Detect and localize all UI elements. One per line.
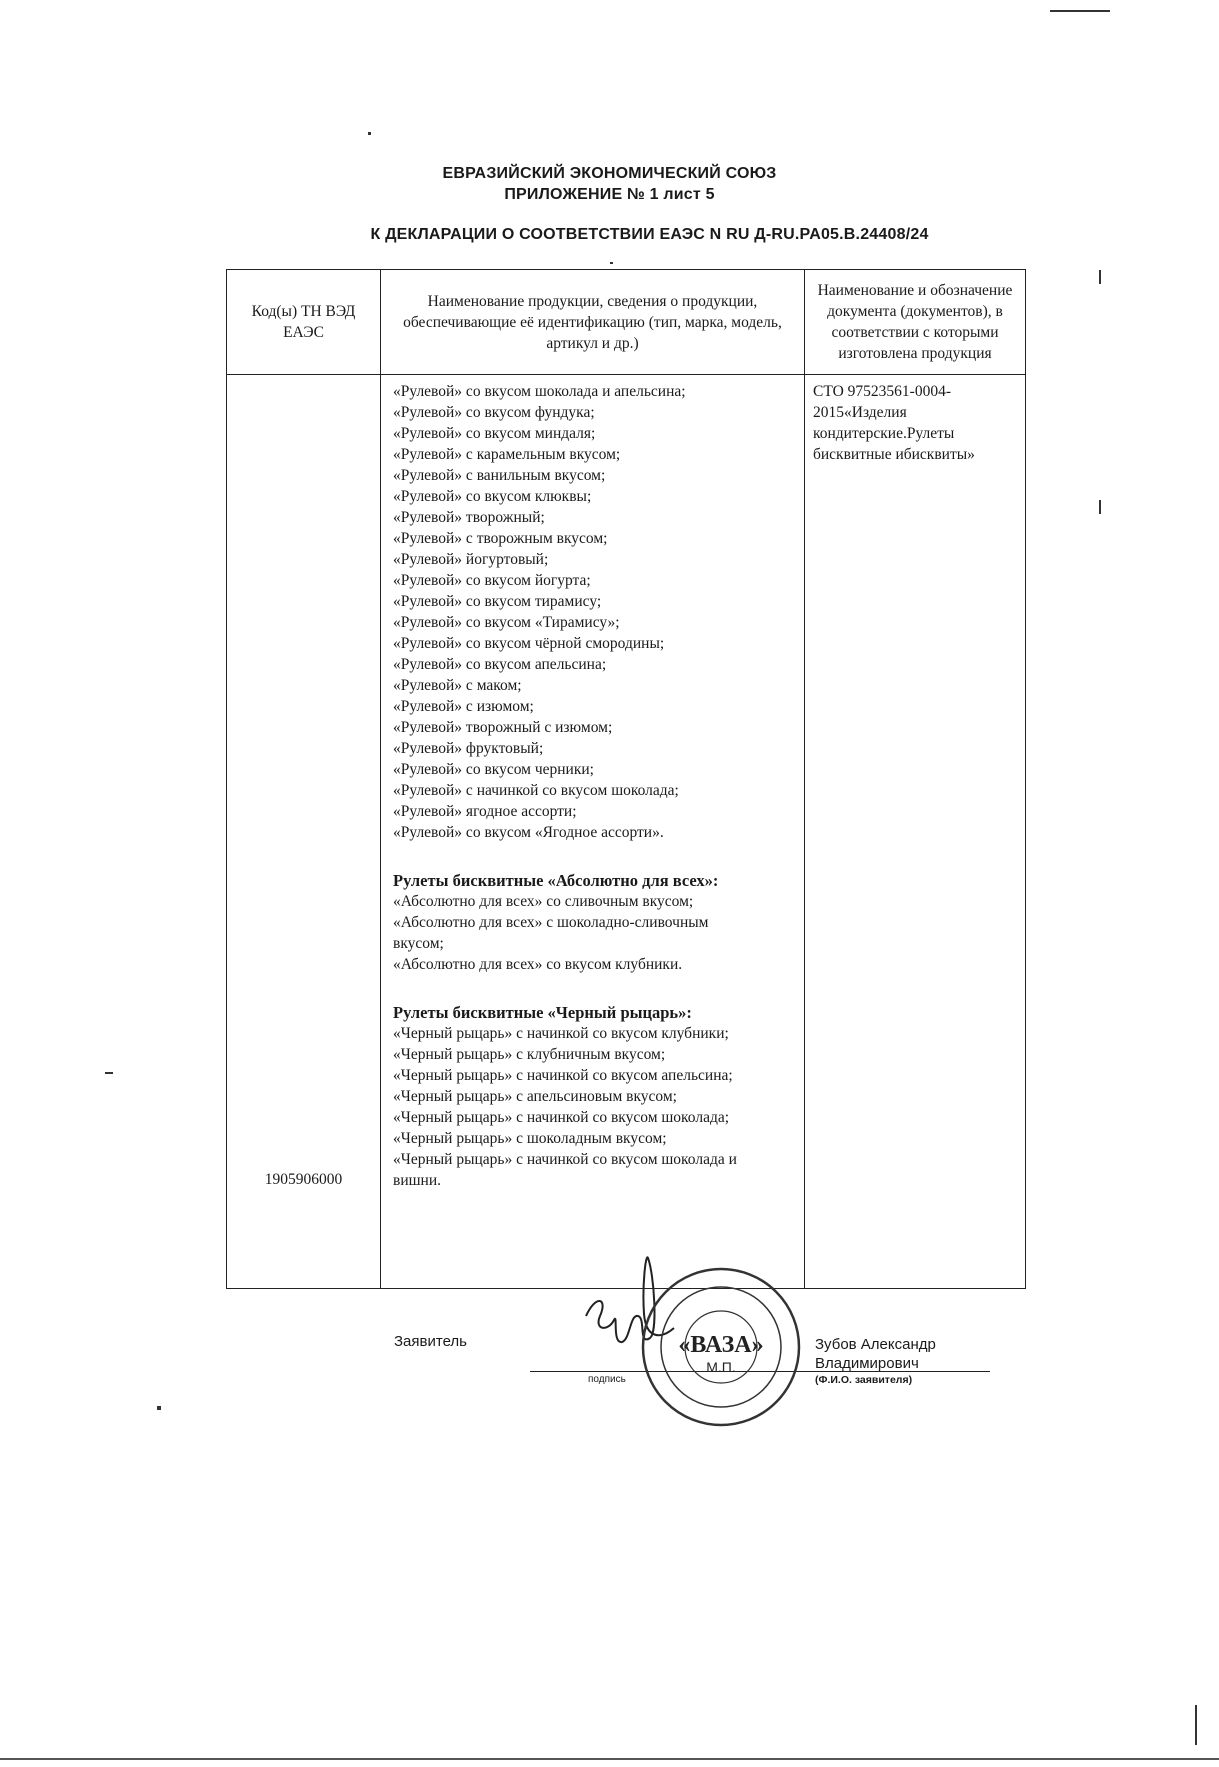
list-item: «Рулевой» ягодное ассорти; [393,803,577,820]
scan-speck [1099,500,1101,514]
list-item: «Рулевой» с изюмом; [393,698,534,715]
list-item: «Рулевой» с творожным вкусом; [393,530,608,547]
appendix-title: ПРИЛОЖЕНИЕ № 1 лист 5 [504,186,715,203]
table-row [227,375,1026,1289]
list-item: «Рулевой» с начинкой со вкусом шоколада; [393,782,679,799]
list-item: «Рулевой» со вкусом фундука; [393,404,595,421]
scan-speck [610,262,613,264]
signature-label: подпись [588,1374,626,1385]
list-item: «Рулевой» фруктовый; [393,740,544,757]
scan-speck [1050,10,1110,12]
product-list-rulevoy [393,381,798,843]
list-item: «Рулевой» йогуртовый; [393,551,549,568]
code-cell [227,375,381,1289]
list-item: «Рулевой» со вкусом тирамису; [393,593,602,610]
scan-speck [368,132,371,135]
declaration-title: К ДЕКЛАРАЦИИ О СООТВЕТСТВИИ ЕАЭС N RU Д-RU.PA05.B.24408/24 [370,226,929,243]
product-cell [381,375,805,1289]
list-item: «Рулевой» с ванильным вкусом; [393,467,606,484]
list-item: «Абсолютно для всех» со вкусом клубники. [393,956,683,973]
list-item: «Черный рыцарь» с шоколадным вкусом; [393,1130,667,1147]
list-item: «Рулевой» со вкусом чёрной смородины; [393,635,665,652]
list-item: «Рулевой» со вкусом шоколада и апельсина; [393,383,686,400]
list-item: «Рулевой» с карамельным вкусом; [393,446,621,463]
list-item: «Черный рыцарь» с начинкой со вкусом клубники; [393,1025,729,1042]
list-item: вишни. [393,1172,442,1189]
fio-label: (Ф.И.О. заявителя) [815,1374,913,1386]
product-list-absolutno [393,891,798,975]
list-item: «Рулевой» творожный; [393,509,545,526]
company-stamp [636,1262,806,1432]
scan-speck [1099,270,1101,284]
scan-edge [0,1758,1219,1760]
group-title-cherny-rytsar: Рулеты бисквитные «Черный рыцарь»: [393,1003,692,1022]
list-item: «Черный рыцарь» с клубничным вкусом; [393,1046,666,1063]
applicant-name: Зубов Александр Владимирович [815,1336,936,1372]
document-cell [805,375,1026,1289]
declaration-table [226,269,1026,1289]
list-item: бисквиты» [903,446,975,463]
applicant-label: Заявитель [394,1333,467,1350]
tnved-code: 1905906000 [264,1171,343,1188]
scan-speck [105,1072,113,1074]
list-item: «Абсолютно для всех» с шоколадно-сливочным [393,914,709,931]
list-item: «Изделия кондитерские. [813,404,907,442]
list-item: «Рулевой» со вкусом миндаля; [393,425,596,442]
stamp-mp: М.П. [706,1359,736,1375]
scan-speck [157,1406,161,1410]
list-item: «Черный рыцарь» с апельсиновым вкусом; [393,1088,677,1105]
list-item: «Рулевой» со вкусом апельсина; [393,656,607,673]
list-item: СТО 97523561-0004-2015 [813,383,951,421]
list-item: «Рулевой» с маком; [393,677,522,694]
header-document: Наименование и обозначение документа (документов), в соответствии с которыми изготовлена продукция [805,270,1026,375]
list-item: Рулеты бисквитные и [813,425,955,463]
group-title-absolutno: Рулеты бисквитные «Абсолютно для всех»: [393,871,719,890]
list-item: «Рулевой» творожный с изюмом; [393,719,613,736]
list-item: «Рулевой» со вкусом йогурта; [393,572,591,589]
list-item: вкусом; [393,935,444,952]
list-item: «Рулевой» со вкусом черники; [393,761,594,778]
scan-speck [1195,1705,1197,1745]
list-item: «Черный рыцарь» с начинкой со вкусом шоколада и [393,1151,737,1168]
list-item: «Черный рыцарь» с начинкой со вкусом шоколада; [393,1109,730,1126]
product-list-cherny-rytsar [393,1023,798,1191]
header-product: Наименование продукции, сведения о продукции, обеспечивающие её идентификацию (тип, марка, модель, артикул и др.) [381,270,805,375]
list-item: «Рулевой» со вкусом клюквы; [393,488,592,505]
list-item: «Рулевой» со вкусом «Тирамису»; [393,614,620,631]
list-item: «Рулевой» со вкусом «Ягодное ассорти». [393,824,664,841]
table-header-row [227,270,1026,375]
list-item: «Черный рыцарь» с начинкой со вкусом апельсина; [393,1067,733,1084]
header-code: Код(ы) ТН ВЭД ЕАЭС [227,270,381,375]
union-title: ЕВРАЗИЙСКИЙ ЭКОНОМИЧЕСКИЙ СОЮЗ [442,165,777,182]
stamp-company-name: «ВАЗА» [678,1332,764,1358]
standard-reference [805,375,1025,465]
list-item: «Абсолютно для всех» со сливочным вкусом; [393,893,694,910]
